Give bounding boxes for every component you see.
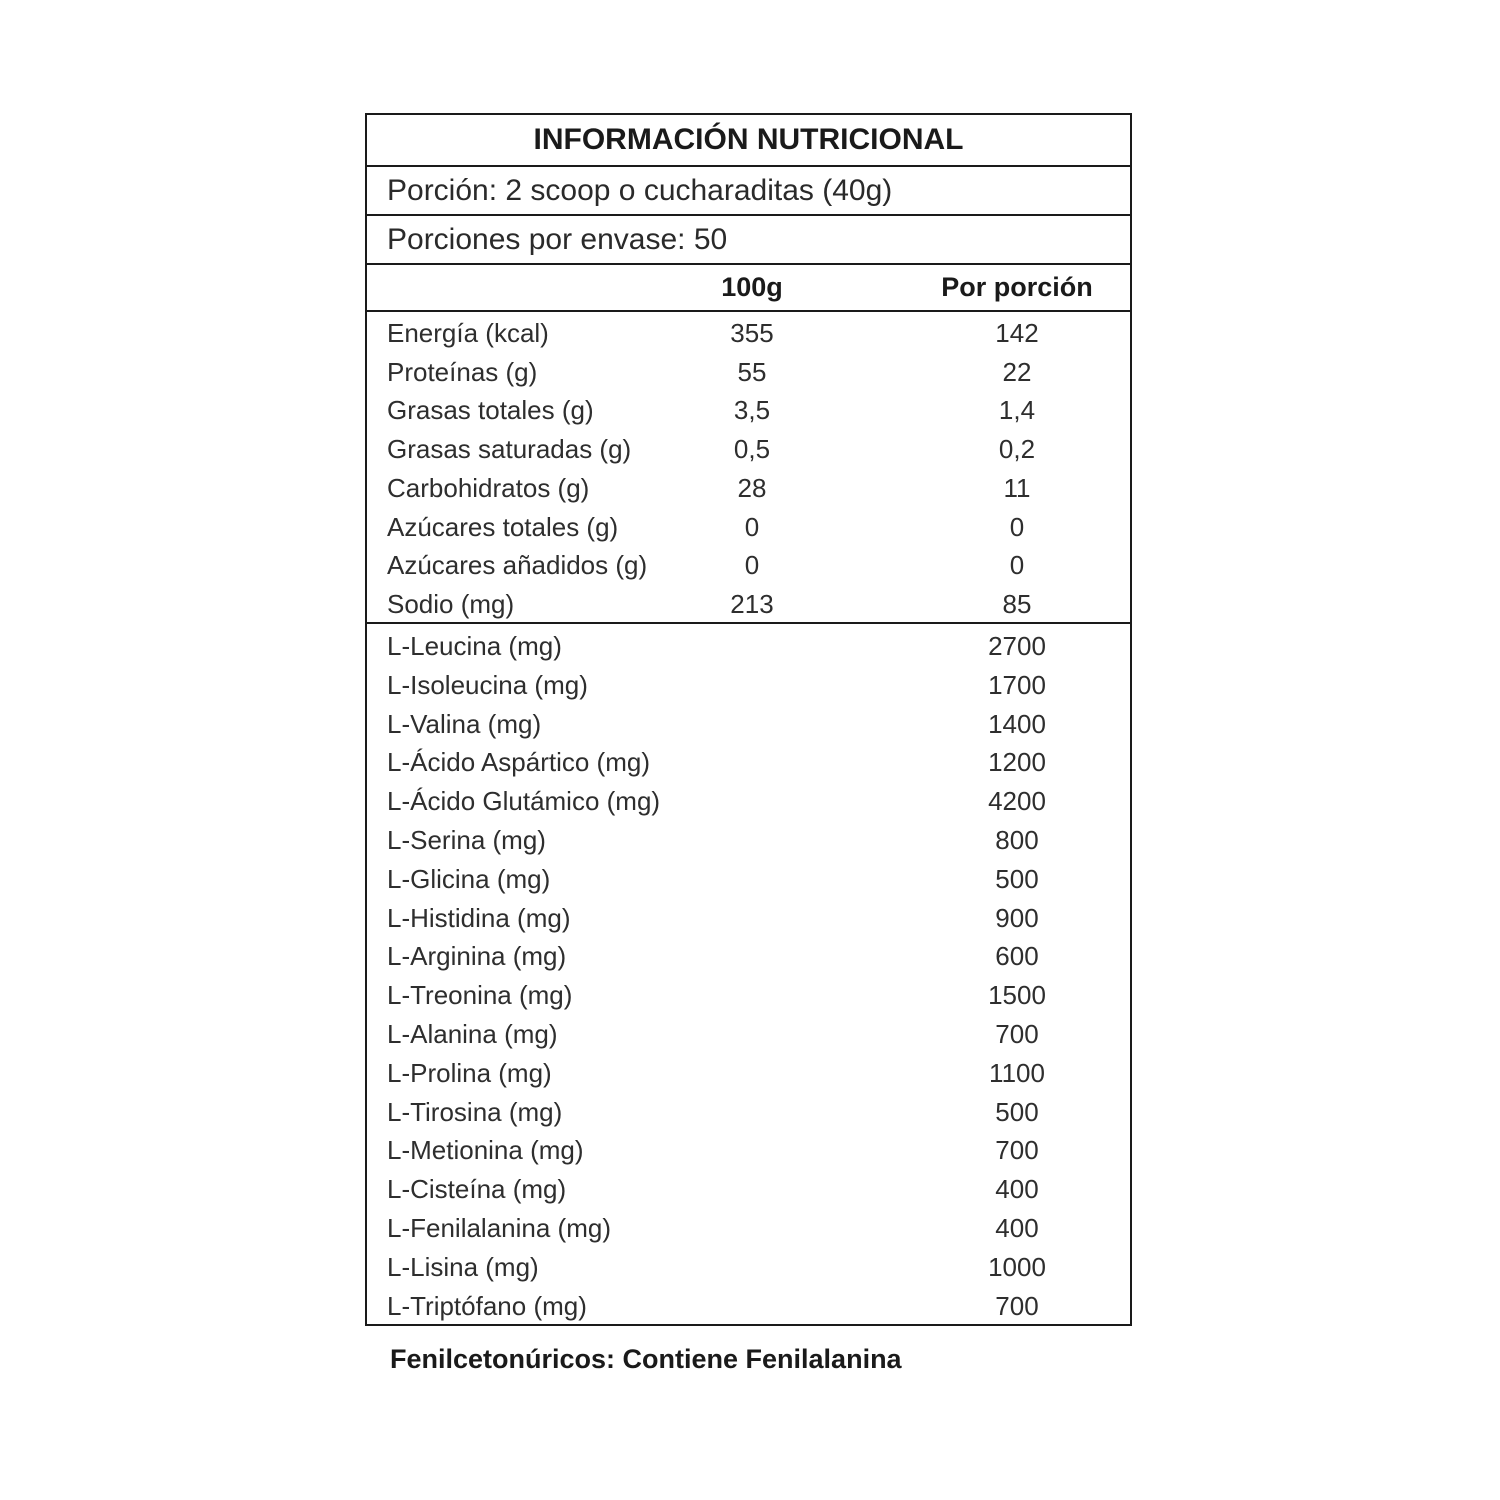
- aminoacid-name: L-Lisina (mg): [387, 1251, 539, 1282]
- portion-size: Porción: 2 scoop o cucharaditas (40g): [367, 167, 1130, 216]
- aminoacid-name: L-Histidina (mg): [387, 902, 571, 933]
- aminoacid-name: L-Leucina (mg): [387, 631, 562, 661]
- aminoacid-per-portion: 400: [995, 1213, 1039, 1243]
- table-row: [367, 937, 1130, 975]
- nutrient-per-portion: 11: [1003, 472, 1031, 503]
- nutrient-per-portion: 22: [1002, 356, 1032, 387]
- aminoacid-name: L-Cisteína (mg): [387, 1174, 567, 1205]
- column-header-row: [367, 265, 1130, 312]
- aminoacid-per-portion: 1500: [988, 980, 1046, 1011]
- nutrient-name: Azúcares añadidos (g): [387, 550, 648, 581]
- aminoacid-name: L-Prolina (mg): [387, 1057, 552, 1088]
- nutrient-per-100g: 0,5: [733, 434, 771, 465]
- table-row: [367, 1248, 1130, 1286]
- table-row: [367, 1170, 1130, 1208]
- phenylketonuria-warning: Fenilcetonúricos: Contiene Fenilalanina: [390, 1344, 902, 1374]
- aminoacids-section: [367, 624, 1130, 1324]
- aminoacid-per-portion: 600: [995, 941, 1039, 972]
- table-row: [367, 1015, 1130, 1053]
- nutrient-name: Carbohidratos (g): [387, 472, 590, 503]
- table-row: [367, 743, 1130, 781]
- column-header-per-portion: Por porción: [941, 272, 1093, 302]
- aminoacid-name: L-Isoleucina (mg): [387, 669, 588, 700]
- table-row: [367, 1054, 1130, 1092]
- aminoacid-per-portion: 800: [995, 825, 1039, 855]
- aminoacid-per-portion: 1000: [988, 1251, 1046, 1282]
- nutrient-per-portion: 1,4: [998, 395, 1036, 426]
- aminoacid-per-portion: 2700: [988, 631, 1046, 661]
- aminoacid-per-portion: 700: [995, 1290, 1039, 1321]
- aminoacid-name: L-Arginina (mg): [387, 941, 567, 972]
- table-row: [367, 430, 1130, 468]
- aminoacid-per-portion: 400: [995, 1174, 1039, 1205]
- nutrient-per-100g: 3,5: [733, 395, 771, 426]
- table-row: [367, 546, 1130, 584]
- nutrient-per-portion: 0,2: [998, 434, 1036, 465]
- nutrient-per-100g: 0: [744, 511, 760, 542]
- table-row: [367, 821, 1130, 859]
- table-title: INFORMACIÓN NUTRICIONAL: [367, 115, 1130, 167]
- aminoacid-name: L-Valina (mg): [387, 708, 542, 739]
- nutrient-per-100g: 55: [737, 356, 767, 387]
- aminoacid-per-portion: 1700: [988, 669, 1046, 700]
- table-row: [367, 314, 1130, 352]
- aminoacid-per-portion: 700: [995, 1135, 1039, 1166]
- column-header-100g: 100g: [721, 272, 783, 302]
- nutrition-facts-table: [365, 113, 1132, 1326]
- aminoacid-per-portion: 900: [995, 902, 1039, 933]
- aminoacid-per-portion: 500: [995, 863, 1039, 894]
- nutrient-name: Grasas totales (g): [387, 395, 594, 426]
- table-row: [367, 976, 1130, 1014]
- table-row: [367, 666, 1130, 704]
- aminoacid-name: L-Fenilalanina (mg): [387, 1213, 611, 1243]
- aminoacid-name: L-Treonina (mg): [387, 980, 573, 1011]
- table-row: [367, 627, 1130, 665]
- nutrients-section: [367, 312, 1130, 624]
- table-row: [367, 391, 1130, 429]
- table-row: [367, 705, 1130, 743]
- table-row: [367, 585, 1130, 623]
- table-row: [367, 782, 1130, 820]
- nutrient-name: Energía (kcal): [387, 318, 549, 348]
- aminoacid-per-portion: 1400: [988, 708, 1046, 739]
- table-row: [367, 1209, 1130, 1247]
- table-row: [367, 899, 1130, 937]
- aminoacid-name: L-Ácido Aspártico (mg): [387, 747, 650, 778]
- table-row: [367, 1093, 1130, 1131]
- aminoacid-name: L-Tirosina (mg): [387, 1096, 563, 1127]
- nutrient-per-100g: 0: [744, 550, 760, 581]
- nutrient-name: Grasas saturadas (g): [387, 434, 632, 465]
- aminoacid-per-portion: 1200: [988, 747, 1046, 778]
- aminoacid-name: L-Ácido Glutámico (mg): [387, 786, 661, 817]
- servings-per-container: Porciones por envase: 50: [367, 216, 1130, 265]
- nutrient-name: Proteínas (g): [387, 356, 538, 387]
- nutrient-per-portion: 85: [1002, 588, 1032, 619]
- table-row: [367, 469, 1130, 507]
- aminoacid-name: L-Serina (mg): [387, 825, 546, 855]
- aminoacid-per-portion: 4200: [988, 786, 1046, 817]
- nutrient-name: Sodio (mg): [387, 588, 515, 619]
- table-row: [367, 353, 1130, 391]
- table-row: [367, 860, 1130, 898]
- aminoacid-per-portion: 500: [995, 1096, 1039, 1127]
- table-row: [367, 508, 1130, 546]
- aminoacid-per-portion: 700: [995, 1019, 1039, 1049]
- nutrient-per-100g: 213: [730, 588, 774, 619]
- nutrient-per-portion: 142: [995, 318, 1039, 348]
- nutrient-per-portion: 0: [1009, 550, 1025, 581]
- table-row: [367, 1287, 1130, 1325]
- aminoacid-name: L-Triptófano (mg): [387, 1290, 587, 1321]
- aminoacid-name: L-Glicina (mg): [387, 863, 551, 894]
- aminoacid-name: L-Alanina (mg): [387, 1019, 558, 1049]
- nutrient-per-100g: 28: [737, 472, 767, 503]
- nutrient-per-portion: 0: [1009, 511, 1025, 542]
- aminoacid-per-portion: 1100: [989, 1057, 1045, 1088]
- nutrient-name: Azúcares totales (g): [387, 511, 619, 542]
- nutrient-per-100g: 355: [730, 318, 774, 348]
- aminoacid-name: L-Metionina (mg): [387, 1135, 584, 1166]
- table-row: [367, 1131, 1130, 1169]
